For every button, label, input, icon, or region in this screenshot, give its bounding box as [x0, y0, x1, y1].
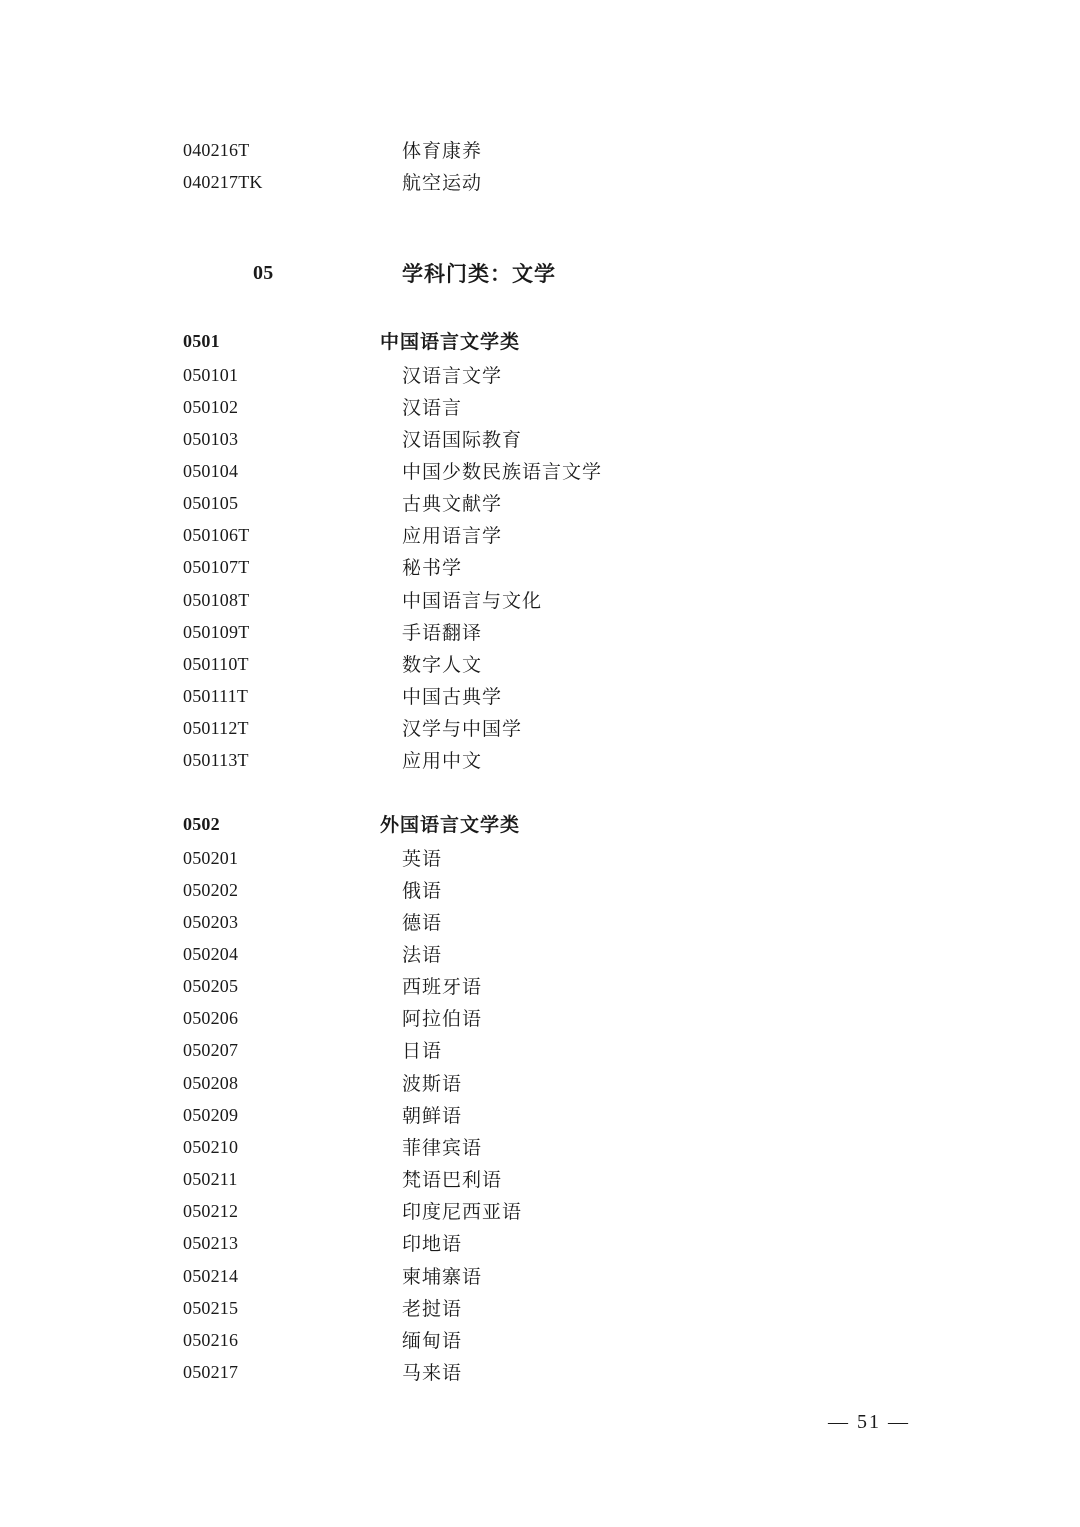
major-code: 050214 — [183, 1266, 239, 1286]
major-code: 050210 — [183, 1137, 239, 1157]
major-name: 柬埔寨语 — [402, 1266, 483, 1288]
major-code: 050207 — [183, 1040, 239, 1060]
major-name: 航空运动 — [402, 172, 483, 194]
group-code: 0501 — [183, 331, 220, 351]
major-name: 中国语言与文化 — [402, 590, 543, 612]
major-code: 050213 — [183, 1233, 239, 1253]
list-item — [0, 590, 1080, 620]
major-code: 050217 — [183, 1362, 239, 1382]
list-item — [0, 1362, 1080, 1392]
list-item — [0, 1137, 1080, 1167]
section-code: 05 — [253, 262, 274, 284]
group-heading — [0, 331, 1080, 361]
major-name: 古典文献学 — [402, 493, 503, 515]
list-item — [0, 1201, 1080, 1231]
list-item — [0, 750, 1080, 780]
major-name: 英语 — [402, 848, 443, 870]
list-item — [0, 461, 1080, 491]
list-item — [0, 1298, 1080, 1328]
major-code: 050112T — [183, 718, 249, 738]
group-code: 0502 — [183, 814, 220, 834]
major-code: 050103 — [183, 429, 239, 449]
list-item — [0, 365, 1080, 395]
major-code: 050201 — [183, 848, 239, 868]
major-name: 体育康养 — [402, 140, 483, 162]
list-item — [0, 429, 1080, 459]
group-title: 中国语言文学类 — [380, 331, 521, 353]
list-item — [0, 1105, 1080, 1135]
major-code: 050216 — [183, 1330, 239, 1350]
major-name: 朝鲜语 — [402, 1105, 463, 1127]
major-code: 050205 — [183, 976, 239, 996]
major-code: 050105 — [183, 493, 239, 513]
major-name: 应用语言学 — [402, 525, 503, 547]
major-name: 手语翻译 — [402, 622, 483, 644]
list-item — [0, 880, 1080, 910]
major-code: 050203 — [183, 912, 239, 932]
list-item — [0, 1169, 1080, 1199]
major-code: 050111T — [183, 686, 249, 706]
list-item — [0, 1040, 1080, 1070]
major-code: 050108T — [183, 590, 250, 610]
major-name: 菲律宾语 — [402, 1137, 483, 1159]
list-item — [0, 1330, 1080, 1360]
list-item — [0, 622, 1080, 652]
major-code: 050104 — [183, 461, 239, 481]
list-item — [0, 944, 1080, 974]
list-item — [0, 654, 1080, 684]
major-code: 050202 — [183, 880, 239, 900]
major-code: 050215 — [183, 1298, 239, 1318]
list-item — [0, 493, 1080, 523]
major-name: 应用中文 — [402, 750, 483, 772]
list-item — [0, 172, 1080, 202]
major-code: 050211 — [183, 1169, 238, 1189]
major-code: 050101 — [183, 365, 239, 385]
list-item — [0, 912, 1080, 942]
list-item — [0, 1008, 1080, 1038]
list-item — [0, 848, 1080, 878]
list-item — [0, 718, 1080, 748]
major-code: 050107T — [183, 557, 250, 577]
major-name: 梵语巴利语 — [402, 1169, 503, 1191]
list-item — [0, 525, 1080, 555]
major-name: 法语 — [402, 944, 443, 966]
major-code: 050109T — [183, 622, 250, 642]
major-code: 050113T — [183, 750, 249, 770]
major-name: 俄语 — [402, 880, 443, 902]
list-item — [0, 557, 1080, 587]
section-heading — [0, 263, 1080, 293]
major-code: 050110T — [183, 654, 249, 674]
major-name: 印度尼西亚语 — [402, 1201, 523, 1223]
major-code: 050208 — [183, 1073, 239, 1093]
list-item — [0, 1266, 1080, 1296]
major-name: 汉语国际教育 — [402, 429, 523, 451]
major-name: 中国古典学 — [402, 686, 503, 708]
major-name: 马来语 — [402, 1362, 463, 1384]
list-item — [0, 1073, 1080, 1103]
major-name: 印地语 — [402, 1233, 463, 1255]
major-code: 050209 — [183, 1105, 239, 1125]
group-heading — [0, 814, 1080, 844]
major-name: 中国少数民族语言文学 — [402, 461, 603, 483]
major-name: 数字人文 — [402, 654, 483, 676]
group-title: 外国语言文学类 — [380, 814, 521, 836]
major-name: 波斯语 — [402, 1073, 463, 1095]
major-name: 汉学与中国学 — [402, 718, 523, 740]
major-name: 西班牙语 — [402, 976, 483, 998]
major-code: 050212 — [183, 1201, 239, 1221]
major-name: 缅甸语 — [402, 1330, 463, 1352]
major-name: 阿拉伯语 — [402, 1008, 483, 1030]
major-code: 050206 — [183, 1008, 239, 1028]
major-name: 汉语言 — [402, 397, 463, 419]
major-code: 050106T — [183, 525, 250, 545]
page-number: — 51 — — [828, 1411, 910, 1433]
list-item — [0, 1233, 1080, 1263]
list-item — [0, 976, 1080, 1006]
major-name: 德语 — [402, 912, 443, 934]
major-name: 汉语言文学 — [402, 365, 503, 387]
major-code: 040216T — [183, 140, 250, 160]
major-code: 040217TK — [183, 172, 263, 192]
section-title: 学科门类：文学 — [402, 261, 556, 286]
major-name: 日语 — [402, 1040, 443, 1062]
major-code: 050102 — [183, 397, 239, 417]
major-name: 秘书学 — [402, 557, 463, 579]
list-item — [0, 140, 1080, 170]
major-name: 老挝语 — [402, 1298, 463, 1320]
list-item — [0, 397, 1080, 427]
list-item — [0, 686, 1080, 716]
major-code: 050204 — [183, 944, 239, 964]
